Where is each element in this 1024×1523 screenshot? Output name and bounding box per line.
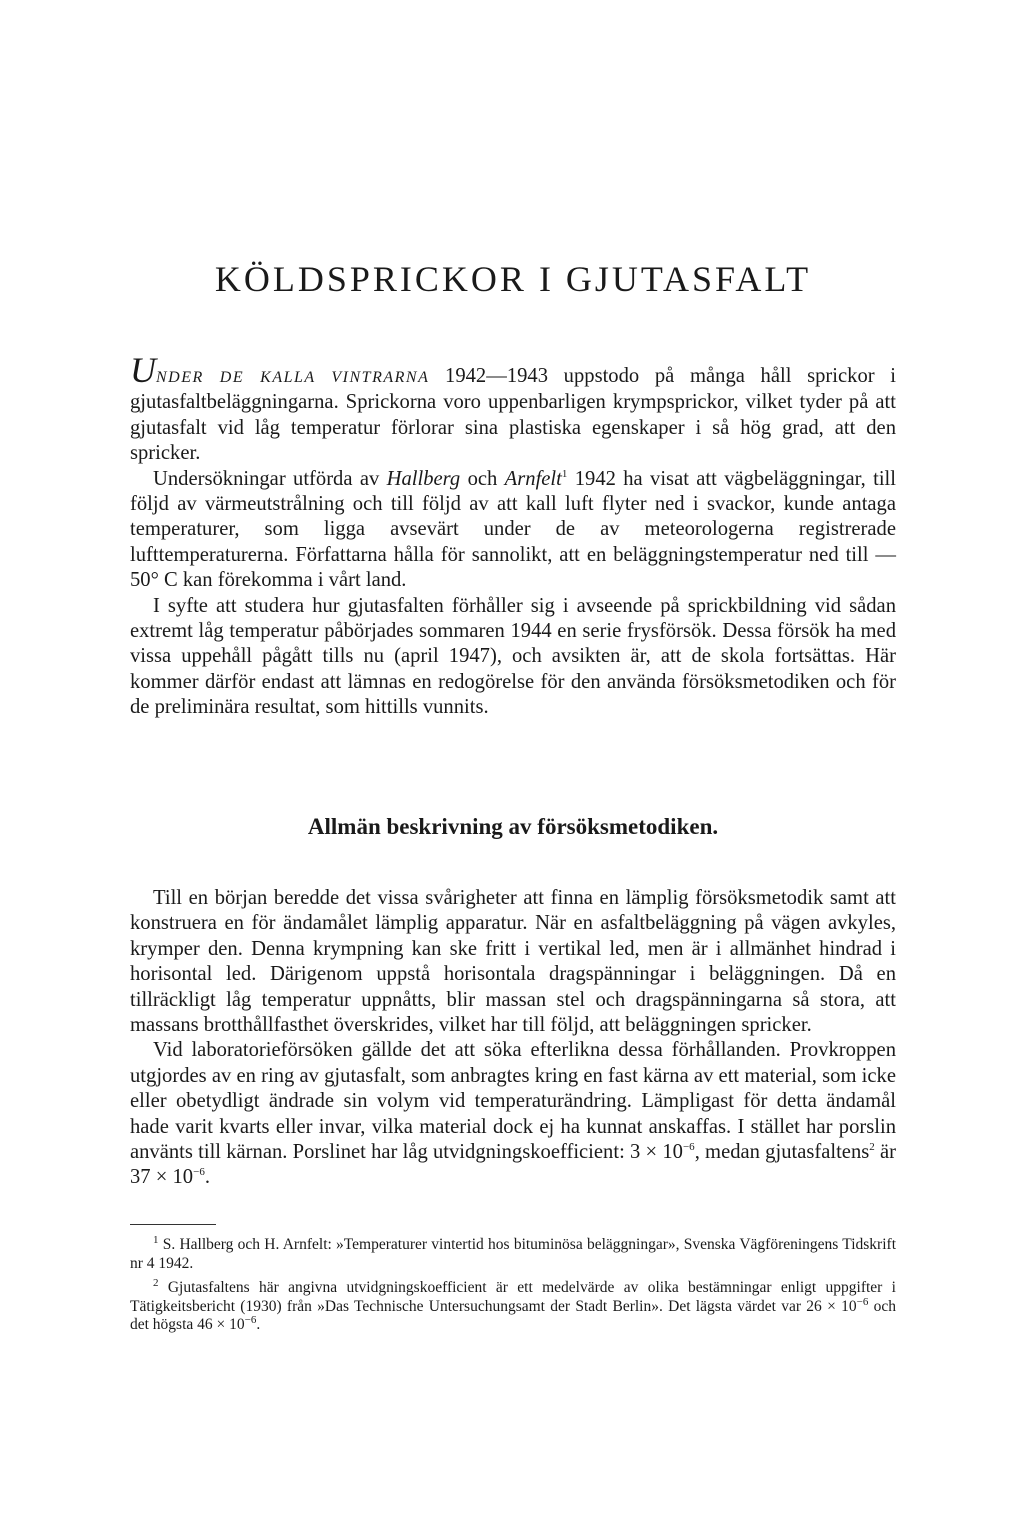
method-section: [130, 812, 896, 1191]
drop-cap: U: [130, 350, 156, 390]
intro-paragraph-1: [130, 350, 896, 467]
intro-section: [130, 350, 896, 721]
footnote-1: [130, 1233, 896, 1273]
intro-paragraph-2: [130, 467, 896, 594]
intro-p2-och: och: [460, 467, 505, 490]
footnote-2: [130, 1279, 896, 1335]
intro-p1-text: 1942—1943 uppstodo på många håll sprickor i gjutasfaltbeläggningarna. Sprickorna voro uppenbarligen krympsprickor, vilket tyder på att gjutasfalt vid låg temperatur förlorar sina plastiska egenskaper i så hög grad, att den spricker.: [130, 365, 896, 465]
footnote-divider: [130, 1224, 216, 1225]
method-p2-text-a: Vid laboratorieförsöken gällde det att söka efterlikna dessa förhållanden. Provkroppen utgjordes av en ring av gjutasfalt, som anbragtes kring en fast kärna av ett material, som icke eller obetydligt ändrade sin volym vid temperaturändring. Lämpligast för detta ändamål hade varit kvarts eller invar, vilka material dock ej ha kunnat anskaffas. I stället har porslin använts till kärnan. Porslinet har låg utvidgningskoefficient: 3 × 10: [130, 1039, 896, 1164]
footnote-ref-1: 1: [561, 467, 568, 480]
footnote-2-mid: och det högsta 46 × 10: [130, 1297, 896, 1334]
footnotes: [130, 1233, 896, 1341]
section-heading: Allmän beskrivning av försöksmetodiken.: [307, 814, 719, 839]
method-paragraph-1: Till en början beredde det vissa svårigheter att finna en lämplig försöksmetodik samt att konstruera en för ändamålet lämplig apparatur. När en asfaltbeläggning på vägen avkyles, krymper den. Denna krympning kan ske fritt i vertikal led, men är i allmänhet hindrad i horisontal led. Därigenom uppstå horisontala dragspänningar i beläggningen. Då en tillräckligt låg temperatur uppnåtts, blir massan stel och dragspänningarna så stora, att massans brotthållfasthet överskrides, vilket har till följd, att beläggningen spricker.: [130, 887, 896, 1037]
footnote-2-exponent-2: −6: [244, 1314, 257, 1327]
intro-paragraph-3: I syfte att studera hur gjutasfalten förhåller sig i avseende på sprickbildning vid sådan extremt låg temperatur påbörjades sommaren 1944 en serie frysförsök. Dessa försök ha med vissa uppehåll pågått tills nu (april 1947), och avsikten är, att de skola fortsättas. Här kommer därför endast att lämnas en redogörelse för den använda försöksmetodiken och för de preliminära resultat, som hittills vunnits.: [130, 594, 896, 719]
lead-smallcaps: NDER DE KALLA VINTRARNA: [156, 369, 430, 386]
method-paragraph-2: [130, 1038, 896, 1190]
intro-p2-text-a: Undersökningar utförda av: [153, 467, 387, 490]
exponent-1: −6: [682, 1141, 695, 1154]
exponent-2: −6: [193, 1166, 205, 1179]
footnote-ref-2: 2: [869, 1141, 875, 1154]
footnote-2-exponent-1: −6: [856, 1295, 869, 1308]
footnote-2-text: Gjutasfaltens här angivna utvidgningskoefficient är ett medelvärde av olika bestämningar enligt uppgifter i Tätigkeitsbericht (1930) från »Das Technische Untersuchungsamt der Stadt Berlin». Det lägsta värdet var 26 × 10: [130, 1279, 896, 1315]
footnote-1-text: S. Hallberg och H. Arnfelt: »Temperaturer vintertid hos bituminösa beläggningar», Svenska Vägföreningens Tidskrift nr 4 1942.: [130, 1236, 896, 1272]
footnote-2-end: .: [256, 1316, 261, 1334]
footnote-mark-1: 1: [153, 1233, 159, 1246]
method-p2-text-b: , medan gjutasfaltens: [694, 1141, 870, 1164]
author-arnfelt: Arnfelt: [504, 467, 562, 490]
footnote-mark-2: 2: [153, 1277, 159, 1290]
author-hallberg: Hallberg: [386, 467, 461, 490]
method-p2-text-c: är 37 × 10: [130, 1141, 896, 1189]
method-p2-text-d: .: [204, 1166, 210, 1189]
page-title: KÖLDSPRICKOR I GJUTASFALT: [214, 259, 812, 299]
intro-p2-text-b: 1942 ha visat att vägbeläggningar, till följd av värmeutstrålning och till följd av att kall luft flyter ned i svackor, kunde antaga temperaturer, som ligga avsevärt under de av meteorologerna registrerade lufttemperaturerna. Författarna hålla för sannolikt, att en beläggningstemperatur ned till —50° C kan förekomma i vårt land.: [130, 467, 896, 592]
